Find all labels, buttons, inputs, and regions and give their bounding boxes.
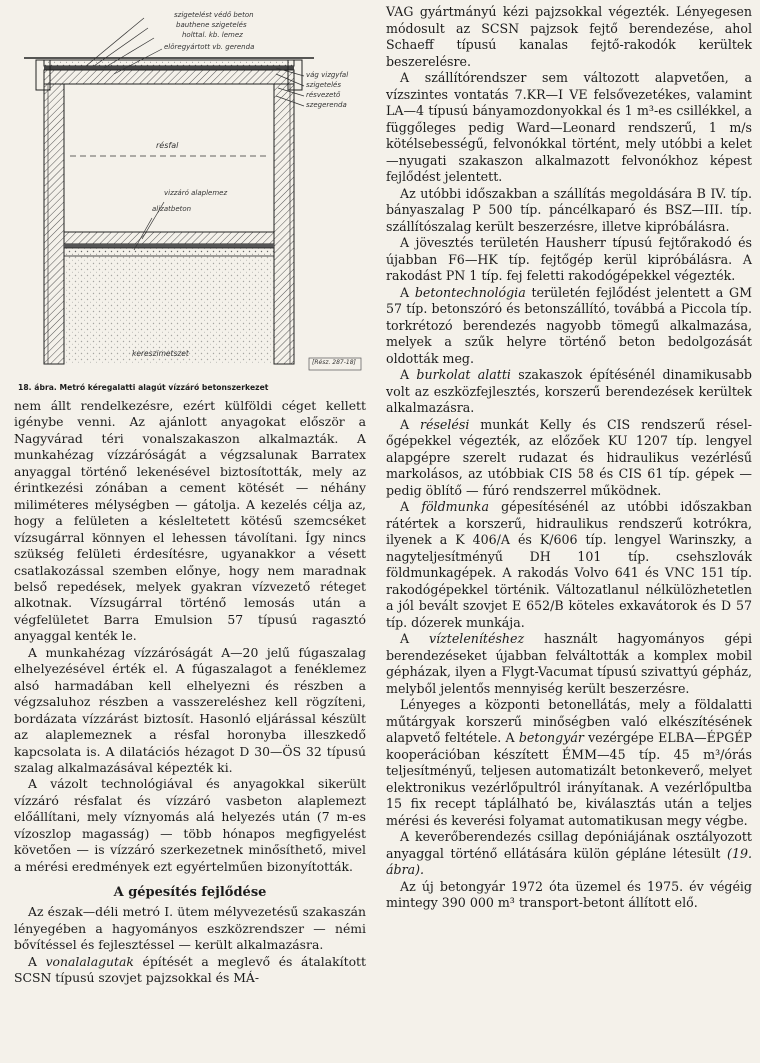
- text-run: A: [400, 416, 420, 432]
- paragraph: [386, 879, 752, 912]
- paragraph: [14, 398, 366, 645]
- text-run: Az új betongyár 1972 óta üzemel és 1975. év végéig mintegy 390 000 m³ transport-betont állított elő.: [386, 878, 752, 910]
- emphasis-term: földmunka: [421, 499, 489, 514]
- paragraph: [386, 417, 752, 500]
- figure-caption: 18. ábra. Metró kéregalatti alagút vízzáró betonszerkezet: [18, 383, 269, 392]
- text-run: használt hagyományos gépi berendezéseket újabban felváltották a komplex mobil gépházak, ilyen a Flygt-Vacumat típusú szivattyú gépház, melyből jelentős mennyiség került beszerzésre.: [386, 631, 752, 696]
- paragraph: [14, 645, 366, 777]
- text-run: A: [400, 631, 430, 646]
- text-run: A szállítórendszer sem változott alapvetően, a vízszintes vontatás 7.KR—I VE felsővezetékes, valamint LA—4 típusú bányamozdonyokkal és 1 m³-es csillékkel, a függőleges pedig Ward—Leonard rendszerű, 1 m/s kötélsebességű, felvonókkal történt, mely utóbbi a kelet—nyugati szakaszon alkalmazott felvonókhoz képest fejlődést jelentett.: [386, 70, 752, 184]
- paragraph: [386, 70, 752, 186]
- text-run: A keverőberendezés csillag depóniájának osztályozott anyaggal történő ellátására külön gépláne létesült: [386, 829, 752, 861]
- text-run: VAG gyártmányú kézi pajzsokkal végezték. Lényegesen módosult az SCSN pajzsok fejtő berendezése, ahol Schaeff típusú kanalas fejtő-rakodók kerültek beszerelésre.: [386, 4, 752, 69]
- label-subbase-concrete: aljzatbeton: [152, 205, 192, 213]
- text-run: A: [400, 284, 415, 300]
- label-guide-wall: résvezető: [306, 91, 341, 99]
- label-base-slab: vizzáró alaplemez: [164, 189, 228, 197]
- paragraph: [386, 631, 752, 697]
- text-run: szakaszok építésénél dinamikusabb volt az eszközfejlesztés, korszerű berendezések kerültek alkalmazásra.: [386, 367, 752, 415]
- text-run: munkát Kelly és CIS rendszerű réselőgépekkel végezték, az előzőek KU 1207 típ. lengyel alapgépre szerelt rudazat és hidraulikus vezérlésű markolásos, az utóbbiak CIS 58 és CIS 61 típ. gépek — pedig öblítő — fúró rendszerrel működnek.: [386, 416, 752, 498]
- text-run: A jövesztés területén Hausherr típusú fejtőrakodó és újabban F6—HK típ. fejtőgép kerül kipróbálásra. A rakodást PN 1 típ. fej feletti rakodógépekkel végezték.: [386, 235, 752, 283]
- paragraph: [386, 697, 752, 829]
- paragraph: [386, 285, 752, 368]
- emphasis-term: réselési: [420, 416, 470, 432]
- text-run: A: [400, 499, 422, 514]
- emphasis-term: betongyár: [518, 730, 584, 745]
- text-run: A: [28, 953, 46, 969]
- text-run: gépesítésénél az utóbbi időszakban rátértek a korszerű, hidraulikus rendszerű kotrókra, ilyenek a K 406/A és K/606 típ. lengyel Warinszky, a nagyteljesítményű DH 101 típ. csehszlovák földmunkagépek. A rakodás Volvo 641 és VNC 151 típ. rakodógépekkel történik. Változatlanul nélkülözhetetlen a jól bevált szovjet E 652/B köteles exkavátorok és D 57 típ. dózerek munkája.: [386, 499, 752, 630]
- left-column: [14, 4, 366, 986]
- text-run: Lényeges a központi betonellátás, mely a földalatti műtárgyak korszerű minőségben való elkészítésének alapvető feltétele. A: [386, 697, 752, 745]
- right-text-flow: [386, 4, 752, 912]
- label-stamp: [Rész. 287-18]: [312, 359, 356, 366]
- figure-18: [14, 4, 366, 382]
- left-text-flow: [14, 398, 366, 986]
- emphasis-term: burkolat alatti: [416, 367, 511, 382]
- label-protective-concrete: szigetelést védő beton: [174, 11, 254, 19]
- text-run: Az utóbbi időszakban a szállítás megoldására B IV. típ. bányaszalag P 500 típ. páncélkaparó és BSZ—III. típ. szállítószalag került beszerzésre, illetve kipróbálásra.: [386, 185, 752, 234]
- text-run: A: [400, 367, 417, 382]
- paragraph: [386, 499, 752, 631]
- emphasis-term: betontechnológia: [414, 284, 526, 300]
- section-heading: A gépesítés fejlődése: [113, 885, 267, 901]
- paragraph: [14, 904, 366, 953]
- emphasis-term: vonalalagutak: [45, 953, 134, 969]
- text-run: építését a meglevő és átalakított SCSN típusú szovjet pajzsokkal és MÁ-: [14, 953, 366, 985]
- paragraph: [386, 829, 752, 879]
- label-precast-beam: elöregyártott vb. gerenda: [164, 43, 255, 51]
- label-wall: vág vizgyfal: [306, 71, 349, 79]
- text-run: A vázolt technológiával és anyagokkal sikerült vízzáró résfalat és vízzáró vasbeton alaplemezt előállítani, mely víznyomás alá helyezés után (7 m-es vízoszlop magasság) — több hónapos megfigyelést követően — is vízzáró szerkezetnek minősíthető, mivel a mérési eredmények ezt egyértelműen bizonyították.: [14, 776, 366, 874]
- text-run: vezérgépe ELBA—ÉPGÉP kooperációban készített ÉMM—45 típ. 45 m³/órás teljesítményű, teljesen automatizált betonkeverő, melyet elektronikus vezérlőpultról irányítanak. A vezérlőpultba 15 fix recept táplálható be, kiválasztás után a teljes mérési és keverési folyamat automatikusan megy végbe.: [386, 730, 752, 828]
- label-slab: holttal. kb. lemez: [182, 31, 243, 39]
- label-diaphragm-wall: résfal: [156, 141, 179, 150]
- label-bauthene-insulation: bauthene szigetelés: [176, 21, 247, 29]
- paragraph: [14, 776, 366, 875]
- paragraph: [386, 186, 752, 236]
- text-run: Az észak—déli metró I. ütem mélyvezetésű szakaszán lényegében a hagyományos eszközrendszer — némi bővítéssel és fejlesztéssel — került alkalmazásra.: [14, 904, 366, 953]
- emphasis-term: (19. ábra).: [386, 845, 752, 877]
- paragraph: [386, 4, 752, 70]
- label-edge-beam: szegerenda: [306, 101, 347, 109]
- text-run: nem állt rendelkezésre, ezért külföldi céget kellett igénybe venni. Az ajánlott anyagokat először a Nagyvárad téri vonalszakaszon alkalmazták. A munkahézag vízzáróságát a végzsalunak Barratex anyaggal történő lekenésével biztosították, mely az érintkezési zónában a cement kötését — néhány miliméteres mélységben — gátolja. A kezelés célja az, hogy a felületen a késleltetett kötésű szemcséket vízsugárral könnyen el lehessen távolítani. Így nincs szükség felületi érdesítésre, ugyanakkor a vésett csatlakozással szemben előnye, hogy nem maradnak belső repedések, melyek gyakran vízvezető réteget alkotnak. Vízsugárral történő lemosás után a végfelületet Barra Emulsion 57 típusú ragasztó anyaggal kenték le.: [14, 398, 366, 644]
- right-column: [386, 4, 752, 912]
- emphasis-term: víztelenítéshez: [429, 631, 525, 646]
- text-run: A munkahézag vízzáróságát A—20 jelű fúgaszalag elhelyezésével érték el. A fúgaszalagot a fenéklemez alsó harmadában kell elhelyezni és részben a végzsaluhoz részben a vasszereléshez kell rögzíteni, bordázata vízzárást biztosít. Hasonló eljárással készült az alaplemeznek a résfal horonyba illeszkedő kapcsolata is. A dilatációs hézagot D 30—ÖS 32 típusú szalag alkalmazásával képezték ki.: [14, 644, 366, 775]
- label-insulation: szigetelés: [306, 81, 341, 89]
- paragraph: [14, 954, 366, 987]
- paragraph: [386, 235, 752, 285]
- paragraph: [386, 367, 752, 417]
- text-run: területén fejlődést jelentett a GM 57 típ. betonszóró és betonszállító, továbbá a Piccola típ. torkrétozó berendezés nagyobb tömegű alkalmazása, melyek a szűk helyre történő beton bedolgozását oldották meg.: [386, 284, 752, 366]
- label-cross-section: kereszimetszet: [132, 349, 189, 358]
